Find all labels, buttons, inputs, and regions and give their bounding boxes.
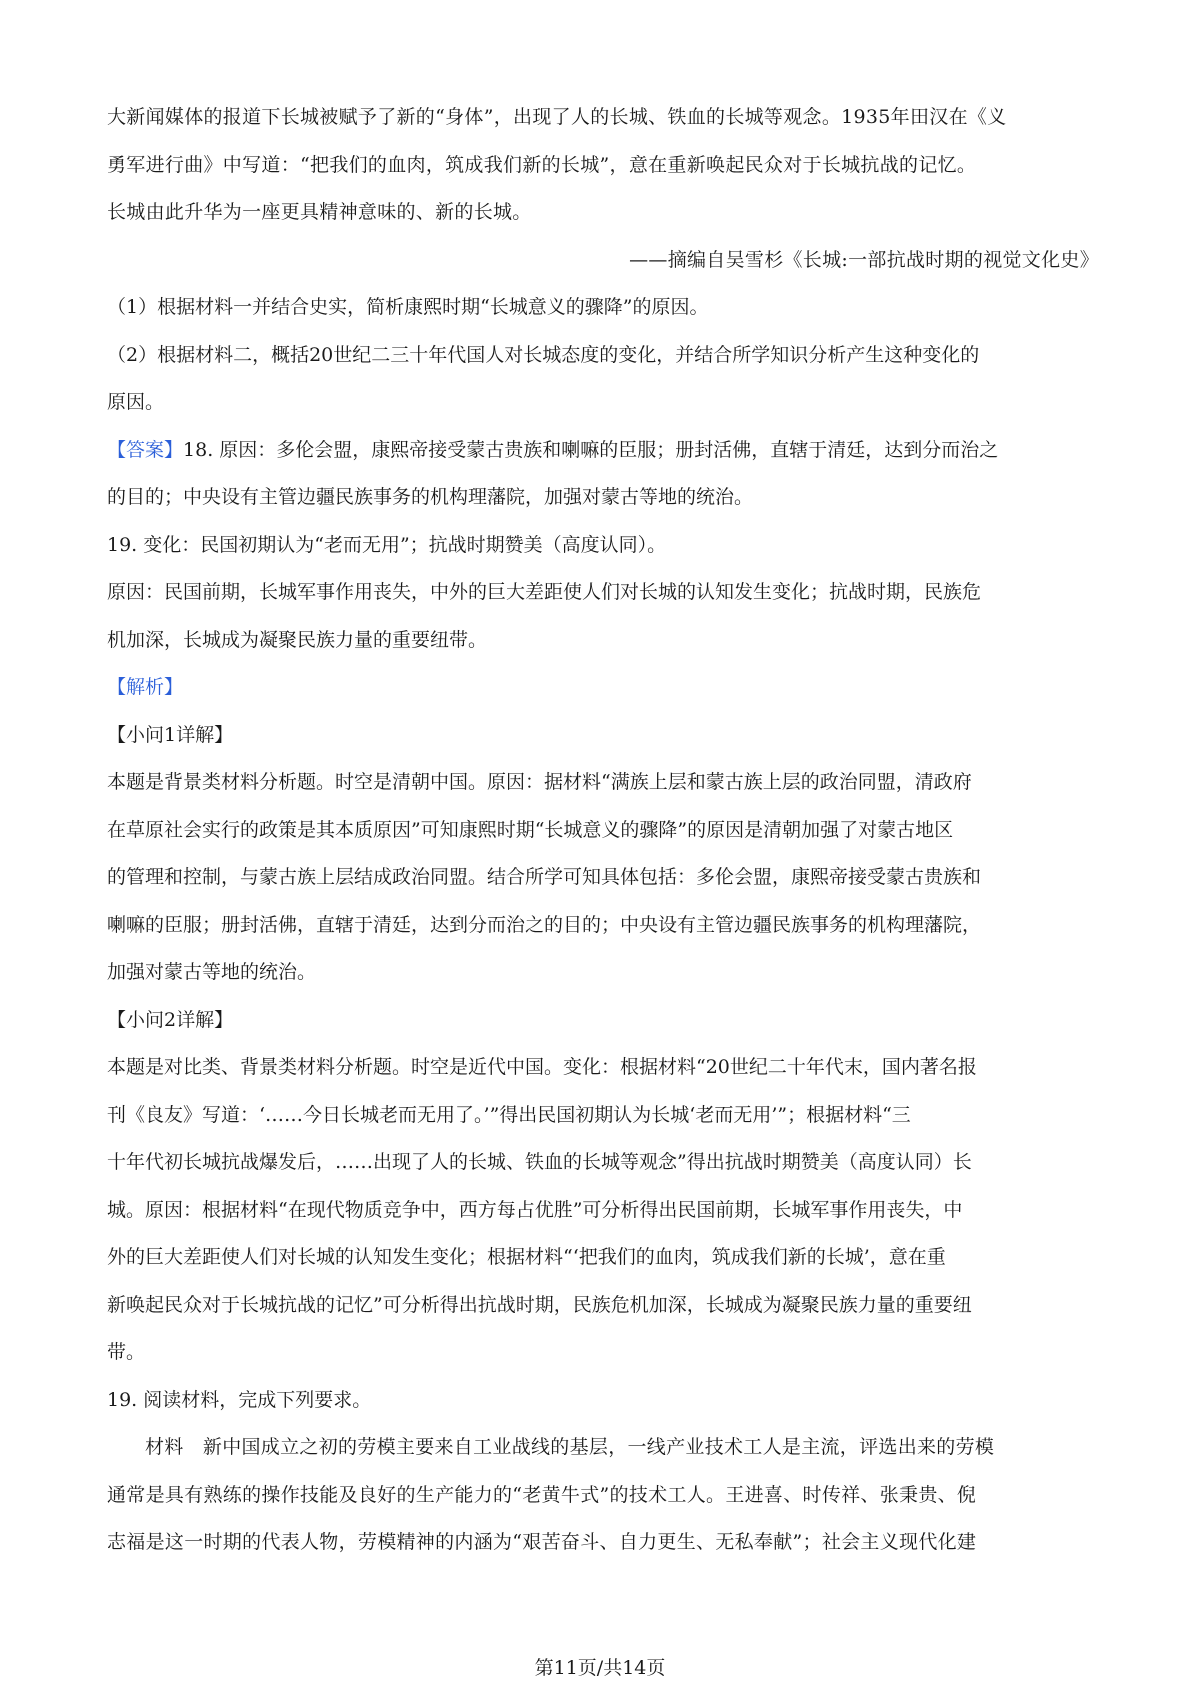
question-19-material-line: 通常是具有熟练的操作技能及良好的生产能力的“老黄牛式”的技术工人。王进喜、时传祥、张秉贵、倪 (107, 1483, 977, 1506)
question-2-line: 原因。 (107, 391, 165, 413)
question-19-material-line: 志福是这一时期的代表人物，劳模精神的内涵为“艰苦奋斗、自力更生、无私奉献”；社会主义现代化建 (107, 1531, 977, 1553)
material-text-line: 长城由此升华为一座更具精神意味的、新的长城。 (107, 201, 532, 223)
material-source: ——摘编自吴雪杉《长城:一部抗战时期的视觉文化史》 (629, 248, 1099, 271)
page-content (107, 94, 1099, 1567)
answer-line: 原因：民国前期，长城军事作用丧失，中外的巨大差距使人们对长城的认知发生变化；抗战时期，民族危 (107, 581, 982, 603)
answer-line: 的目的；中央设有主管边疆民族事务的机构理藩院，加强对蒙古等地的统治。 (107, 486, 754, 508)
question-19-stem: 19. 阅读材料，完成下列要求。 (107, 1388, 372, 1411)
question-2-line: （2）根据材料二，概括20世纪二三十年代国人对长城态度的变化，并结合所学知识分析产生这种变化的 (107, 343, 980, 366)
answer-line: 机加深，长城成为凝聚民族力量的重要纽带。 (107, 628, 488, 651)
analysis-tag: 【解析】 (107, 676, 184, 698)
q1-detail-line: 加强对蒙古等地的统治。 (107, 961, 317, 983)
q2-detail-line: 外的巨大差距使人们对长城的认知发生变化；根据材料“‘把我们的血肉，筑成我们新的长城’，意在重 (107, 1246, 946, 1268)
answer-text: 18. 原因：多伦会盟，康熙帝接受蒙古贵族和喇嘛的臣服；册封活佛，直辖于清廷，达到分而治之 (183, 438, 999, 461)
q2-detail-line: 本题是对比类、背景类材料分析题。时空是近代中国。变化：根据材料“20世纪二十年代末，国内著名报 (107, 1056, 977, 1078)
answer-line (107, 427, 1099, 475)
q1-detail-title: 【小问1详解】 (107, 723, 234, 746)
q2-detail-line: 带。 (107, 1341, 146, 1363)
q1-detail-line: 本题是背景类材料分析题。时空是清朝中国。原因：据材料“满族上层和蒙古族上层的政治同盟，清政府 (107, 771, 972, 793)
material-text-line: 勇军进行曲》中写道：“把我们的血肉，筑成我们新的长城”，意在重新唤起民众对于长城抗战的记忆。 (107, 153, 977, 176)
question-19-material-line: 材料 新中国成立之初的劳模主要来自工业战线的基层，一线产业技术工人是主流，评选出来的劳模 (145, 1436, 995, 1458)
answer-tag: 【答案】 (107, 438, 184, 461)
q2-detail-line: 新唤起民众对于长城抗战的记忆”可分析得出抗战时期，民族危机加深，长城成为凝聚民族力量的重要纽 (107, 1293, 972, 1316)
answer-line: 19. 变化：民国初期认为“老而无用”；抗战时期赞美（高度认同）。 (107, 533, 667, 556)
q1-detail-line: 在草原社会实行的政策是其本质原因”可知康熙时期“长城意义的骤降”的原因是清朝加强了对蒙古地区 (107, 818, 954, 841)
q1-detail-line: 喇嘛的臣服；册封活佛，直辖于清廷，达到分而治之的目的；中央设有主管边疆民族事务的机构理藩院， (107, 913, 982, 936)
q2-detail-line: 城。原因：根据材料“在现代物质竞争中，西方每占优胜”可分析得出民国前期，长城军事作用丧失，中 (107, 1198, 963, 1221)
material-text-line: 大新闻媒体的报道下长城被赋予了新的“身体”，出现了人的长城、铁血的长城等观念。1935年田汉在《义 (107, 106, 1007, 128)
page-footer: 第11页/共14页 (534, 1657, 666, 1679)
question-1: （1）根据材料一并结合史实，简析康熙时期“长城意义的骤降”的原因。 (107, 296, 709, 318)
q2-detail-line: 刊《良友》写道：‘……今日长城老而无用了。’”得出民国初期认为长城‘老而无用’”；根据材料“三 (107, 1103, 911, 1126)
q1-detail-line: 的管理和控制，与蒙古族上层结成政治同盟。结合所学可知具体包括：多伦会盟，康熙帝接受蒙古贵族和 (107, 866, 982, 888)
q2-detail-line: 十年代初长城抗战爆发后，……出现了人的长城、铁血的长城等观念”得出抗战时期赞美（高度认同）长 (107, 1151, 972, 1173)
q2-detail-title: 【小问2详解】 (107, 1008, 234, 1031)
